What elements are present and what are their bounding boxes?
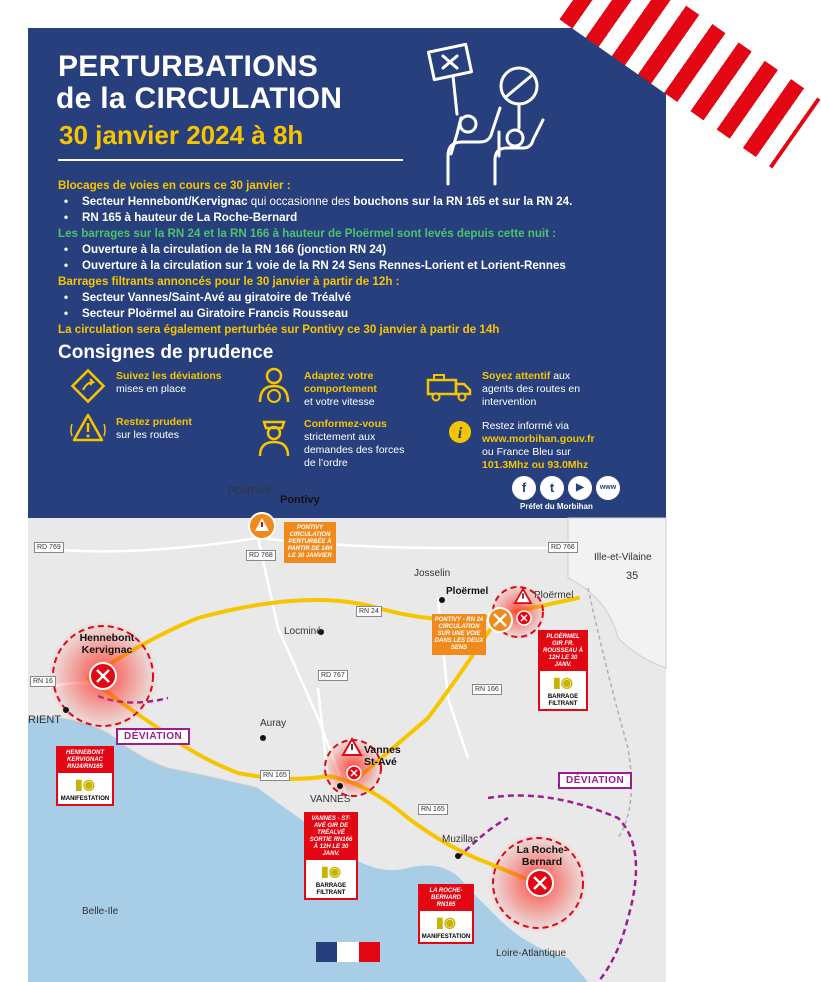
tip-deviations: Suivez les déviations mises en place [116,370,222,395]
region-ille-vilaine: Ille-et-Vilaine [594,552,652,563]
road-label-rn24: RN 24 [356,606,382,617]
road-label-rd768: RD 768 [246,550,276,561]
facebook-icon[interactable]: f [512,476,536,500]
tip-forces-ordre: Conformez-vous strictement aux demandes des forces de l’ordre [304,418,405,469]
filter-marker-ploermel [517,611,531,625]
city-pontivy: Pontivy [280,494,320,506]
title-rule [58,159,403,161]
blocages-item-2: • RN 165 à hauteur de La Roche-Bernard [58,210,658,226]
driver-icon [256,366,292,406]
date-heading: 30 janvier 2024 à 8h [59,120,304,150]
leves-heading: Les barrages sur la RN 24 et la RN 166 à hauteur de Ploërmel sont levés depuis cette nuit : [58,227,557,240]
blocked-marker-hennebont [90,663,116,689]
detour-sign-icon [70,368,106,404]
blocked-marker-roche [527,870,553,896]
city-roche-bernard: La Roche-Bernard [516,844,568,868]
filtrants-item-2: • Secteur Ploërmel au Giratoire Francis Rousseau [58,306,658,322]
twitter-icon[interactable]: t [540,476,564,500]
road-label-rn165-b: RN 165 [418,804,448,815]
info-icon [448,420,472,444]
service-truck-icon [426,372,474,402]
tractor-icon: ▮◉ [553,673,573,690]
protesters-icon [423,36,563,186]
filter-marker-vannes [347,766,361,780]
city-josselin: Josselin [414,568,451,579]
consignes-title: Consignes de prudence [58,342,274,363]
road-label-rn165-a: RN 165 [260,770,290,781]
prefet-label: Préfet du Morbihan [520,502,593,511]
card-pontivy: PONTIVY CIRCULATION PERTURBÉE À PARTIR DE 14H LE 30 JANVIER [284,522,336,563]
city-hennebont: Hennebont Kervignac [79,632,135,656]
tip-comportement: Adaptez votre comportement et votre vitesse [304,370,377,408]
filtrants-note: La circulation sera également perturbée sur Pontivy ce 30 janvier à partir de 14h [58,323,500,336]
road-label-rd769: RD 769 [34,542,64,553]
title-line1: PERTURBATIONS [58,50,319,83]
card-ploermel-rn24: PONTIVY - RN 24 CIRCULATION SUR UNE VOIE DANS LES DEUX SENS [432,614,486,655]
card-hennebont: HENNEBONT KERVIGNAC RN24/RN165 ▮◉ MANIFESTATION [56,746,114,806]
tractor-icon: ▮◉ [75,775,95,792]
pontivy-warning-icon [248,500,276,540]
republique-logo [316,942,380,962]
filtrants-item-1: • Secteur Vannes/Saint-Avé au giratoire de Tréalvé [58,290,658,306]
city-lorient: RIENT [28,714,61,726]
region-loire-atlantique: Loire-Atlantique [496,948,567,959]
city-muzillac: Muzillac [442,834,479,845]
title-line2: de la CIRCULATION [56,82,343,115]
header-panel [28,28,666,518]
youtube-icon[interactable]: ▶ [568,476,592,500]
city-belle-ile: Belle-Ile [82,906,119,917]
road-label-rd767: RD 767 [318,670,348,681]
card-roche-bernard: LA ROCHE-BERNARD RN165 ▮◉ MANIFESTATION [418,884,474,944]
city-auray: Auray [260,718,287,729]
blocages-item-1: • Secteur Hennebont/Kervignac qui occasionne des bouchons sur la RN 165 et sur la RN 24. [58,194,658,210]
card-vannes: VANNES - ST-AVÉ GIR DE TRÉALVÉ SORTIE RN166 À 12H LE 30 JANV. ▮◉ BARRAGE FILTRANT [304,812,358,900]
region-ille-number: 35 [626,570,639,582]
leves-item-2: • Ouverture à la circulation sur 1 voie de la RN 24 Sens Rennes-Lorient et Lorient-Rennes [58,258,658,274]
city-locmine: Locminé [284,626,322,637]
city-vannes: VANNES [310,794,351,805]
city-ploermel: Ploërmel [446,586,489,597]
blocages-section [58,178,658,338]
warning-icon [70,410,106,446]
blocages-heading: Blocages de voies en cours ce 30 janvier : [58,179,291,192]
website-icon[interactable]: www [596,476,620,500]
website-link[interactable]: www.morbihan.gouv.fr [482,433,595,445]
tractor-icon: ▮◉ [321,862,341,879]
filtrants-heading: Barrages filtrants annoncés pour le 30 janvier à partir de 12h : [58,275,400,288]
tip-prudent: Restez prudent sur les routes [116,416,192,441]
tractor-icon: ▮◉ [436,913,456,930]
police-officer-icon [256,414,292,458]
road-label-rn16: RN 16 [30,676,56,687]
leves-item-1: • Ouverture à la circulation de la RN 166 (jonction RN 24) [58,242,658,258]
city-ploermel-map: Ploërmel [534,590,574,601]
card-ploermel-filtrant: PLOËRMEL GIR FR. ROUSSEAU À 12H LE 30 JANV. ▮◉ BARRAGE FILTRANT [538,630,588,711]
tip-informe: Restez informé via www.morbihan.gouv.fr ou France Bleu sur 101.3Mhz ou 93.0Mhz [482,420,595,471]
city-vannes-st-ave: Vannes St-Avé [364,744,401,768]
ploermel-warning-icon [514,588,532,604]
vannes-warning-icon [342,738,362,756]
svg-text:i: i [457,425,463,442]
road-label-rn166: RN 166 [472,684,502,695]
tip-attentif: Soyez attentif aux agents des routes en intervention [482,370,581,408]
road-label-rd766: RD 766 [548,542,578,553]
deviation-label-1: DÉVIATION [116,728,190,745]
city-pontivy-upper: PONTIVY [228,486,272,497]
deviation-label-2: DÉVIATION [558,772,632,789]
